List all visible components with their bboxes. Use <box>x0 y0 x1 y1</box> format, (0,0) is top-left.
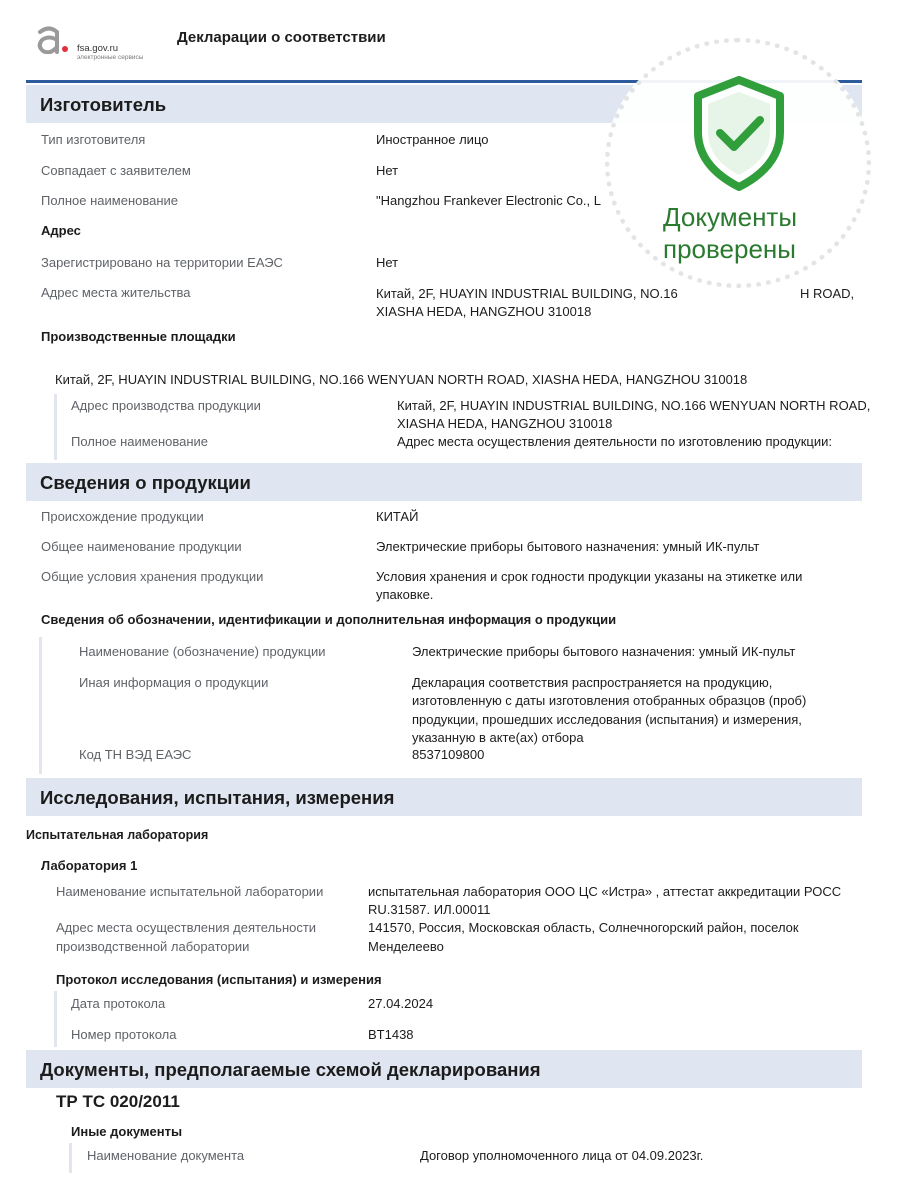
production-fullname-value: Адрес места осуществления деятельности по изготовлению продукции: <box>397 434 833 449</box>
protocol-date-value: 27.04.2024 <box>368 996 434 1011</box>
section-title: Исследования, испытания, измерения <box>40 787 395 808</box>
section-documents <box>26 1050 862 1088</box>
manufacturer-type-value: Иностранное лицо <box>376 132 489 147</box>
page-title: Декларации о соответствии <box>177 29 386 46</box>
other-info-line2: изготовленную с даты изготовления отобранных образцов (проб) <box>412 693 807 708</box>
section-title: Сведения о продукции <box>40 472 251 493</box>
lab1-heading: Лаборатория 1 <box>41 858 138 873</box>
product-name-value: Электрические приборы бытового назначения: умный ИК-пульт <box>412 644 796 659</box>
same-as-applicant-label: Совпадает с заявителем <box>41 163 191 178</box>
protocol-number-value: BT1438 <box>368 1027 414 1042</box>
section-product <box>26 463 862 501</box>
regulation-title: ТР ТС 020/2011 <box>56 1092 180 1111</box>
identification-bar <box>39 637 42 774</box>
general-name-label: Общее наименование продукции <box>41 539 242 554</box>
production-address-label: Адрес производства продукции <box>71 398 261 413</box>
lab-name-line2: RU.31587. ИЛ.00011 <box>368 902 491 917</box>
general-name-value: Электрические приборы бытового назначения: умный ИК-пульт <box>376 539 760 554</box>
residence-address-label: Адрес места жительства <box>41 285 191 300</box>
registered-eaeu-label: Зарегистрировано на территории ЕАЭС <box>41 255 283 270</box>
production-address-line1: Китай, 2F, HUAYIN INDUSTRIAL BUILDING, NO.166 WENYUAN NORTH ROAD, <box>397 398 871 413</box>
residence-address-line1: Китай, 2F, HUAYIN INDUSTRIAL BUILDING, NO.16 <box>376 286 678 301</box>
residence-address-line1-end: H ROAD, <box>800 286 855 301</box>
origin-value: КИТАЙ <box>376 509 419 524</box>
test-lab-heading: Испытательная лаборатория <box>26 828 209 842</box>
protocol-date-label: Дата протокола <box>71 996 166 1011</box>
section-title: Документы, предполагаемые схемой декларирования <box>40 1059 541 1080</box>
lab-address-line1: 141570, Россия, Московская область, Солнечногорский район, поселок <box>368 920 799 935</box>
fsa-logo-icon <box>36 26 62 54</box>
doc-name-value: Договор уполномоченного лица от 04.09.2023г. <box>420 1148 704 1163</box>
logo-subtitle: электронные сервисы <box>77 54 144 61</box>
fullname-value: "Hangzhou Frankever Electronic Co., L <box>376 193 601 208</box>
lab-name-label: Наименование испытательной лаборатории <box>56 884 324 899</box>
same-as-applicant-value: Нет <box>376 163 399 178</box>
protocol-number-label: Номер протокола <box>71 1027 177 1042</box>
origin-label: Происхождение продукции <box>41 509 204 524</box>
section-title: Изготовитель <box>40 94 167 115</box>
identification-heading: Сведения об обозначении, идентификации и дополнительная информация о продукции <box>41 612 617 627</box>
stamp-line2: проверены <box>663 234 796 264</box>
storage-line1: Условия хранения и срок годности продукции указаны на этикетке или <box>376 569 803 584</box>
stamp-text <box>663 201 797 265</box>
residence-address-line2: XIASHA HEDA, HANGZHOU 310018 <box>376 304 592 319</box>
section-research <box>26 778 862 816</box>
production-site-title: Китай, 2F, HUAYIN INDUSTRIAL BUILDING, NO.166 WENYUAN NORTH ROAD, XIASHA HEDA, HANGZHOU 310018 <box>55 372 748 387</box>
hs-code-label: Код ТН ВЭД ЕАЭС <box>79 747 192 762</box>
doc-name-label: Наименование документа <box>87 1148 245 1163</box>
lab-address-label-line1: Адрес места осуществления деятельности <box>56 920 317 935</box>
other-info-line3: продукции, прошедших исследования (испытания) и измерения, <box>412 712 802 727</box>
stamp-line1: Документы <box>663 202 798 232</box>
product-name-label: Наименование (обозначение) продукции <box>79 644 326 659</box>
other-info-line4: указанную в акте(ах) отбора <box>412 730 584 745</box>
lab-address-line2: Менделеево <box>368 939 444 954</box>
protocol-bar <box>54 991 57 1047</box>
logo-dot-icon <box>62 46 68 52</box>
manufacturer-type-label: Тип изготовителя <box>41 132 146 147</box>
other-docs-bar <box>69 1143 72 1173</box>
fullname-label: Полное наименование <box>41 193 179 208</box>
protocol-heading: Протокол исследования (испытания) и измерения <box>56 972 382 987</box>
address-heading: Адрес <box>41 223 81 238</box>
production-fullname-label: Полное наименование <box>71 434 209 449</box>
storage-line2: упаковке. <box>376 587 434 602</box>
other-docs-heading: Иные документы <box>71 1124 183 1139</box>
other-info-line1: Декларация соответствия распространяется на продукцию, <box>412 675 773 690</box>
production-sites-heading: Производственные площадки <box>41 329 236 344</box>
other-info-label: Иная информация о продукции <box>79 675 269 690</box>
lab-address-label-line2: производственной лаборатории <box>56 939 250 954</box>
lab-name-line1: испытательная лаборатория ООО ЦС «Истра» , аттестат аккредитации РОСС <box>368 884 842 899</box>
production-address-line2: XIASHA HEDA, HANGZHOU 310018 <box>397 416 613 431</box>
storage-label: Общие условия хранения продукции <box>41 569 264 584</box>
hs-code-value: 8537109800 <box>412 747 485 762</box>
logo-site-text: fsa.gov.ru <box>77 43 119 54</box>
registered-eaeu-value: Нет <box>376 255 399 270</box>
shield-check-icon <box>692 76 786 191</box>
production-site-bar <box>54 394 57 460</box>
